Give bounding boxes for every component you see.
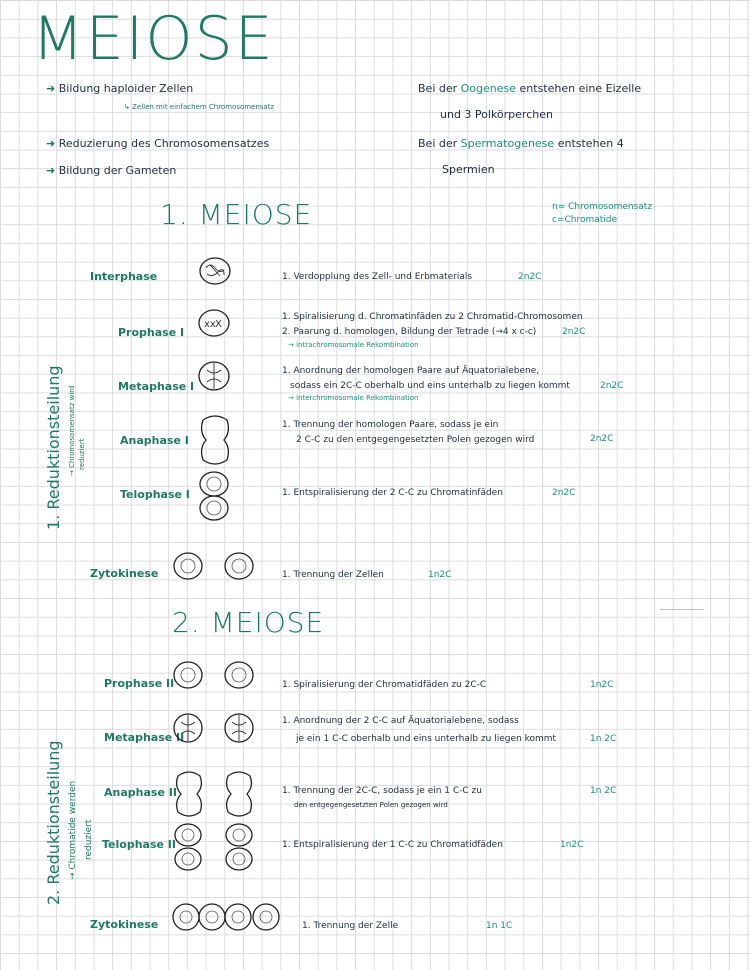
oogenese-line-1 <box>418 82 641 95</box>
metaphase-2-formula: 1n 2C <box>590 734 617 744</box>
phase-label-interphase: Interphase <box>90 270 158 283</box>
cell-anaphase-2-icon-b <box>224 770 254 818</box>
phase-label-telophase-2: Telophase II <box>102 838 176 851</box>
metaphase-1-text2: sodass ein 2C-C oberhalb und eins unterhalb zu liegen kommt <box>290 381 570 391</box>
oogenese-pre: Bei der <box>418 82 461 95</box>
anaphase-2-text2: den entgegengesetzten Polen gezogen wird <box>294 801 448 809</box>
metaphase-2-text: 1. Anordnung der 2 C-C auf Äquatorialebene, sodass <box>282 716 519 726</box>
oogenese-post: entstehen eine Eizelle <box>516 82 642 95</box>
metaphase-1-text: 1. Anordnung der homologen Paare auf Äquatorialebene, <box>282 366 540 376</box>
intro-bullet-3-text: Bildung der Gameten <box>58 164 177 177</box>
arrow-icon: ➜ <box>46 82 59 95</box>
sperm-pre: Bei der <box>418 137 461 150</box>
prophase-2-formula: 1n2C <box>590 680 614 690</box>
interphase-text: 1. Verdopplung des Zell- und Erbmaterials <box>282 272 473 282</box>
zytokinese-2-formula: 1n 1C <box>486 921 513 931</box>
cell-interphase-icon <box>198 256 232 286</box>
intro-bullet-1 <box>46 82 193 95</box>
intro-bullet-3 <box>46 164 176 177</box>
intro-bullet-2 <box>46 137 269 150</box>
metaphase-2-text2: je ein 1 C-C oberhalb und eins unterhalb zu liegen kommt <box>296 734 557 744</box>
prophase-1-formula: 2n2C <box>562 327 586 337</box>
prophase-1-text2: 2. Paarung d. homologen, Bildung der Tetrade (→4 x c-c) <box>282 327 537 337</box>
cell-anaphase-1-icon <box>198 414 232 466</box>
phase-label-zytokinese-1: Zytokinese <box>90 567 159 580</box>
anaphase-1-text2: 2 C-C zu den entgegengesetzten Polen gezogen wird <box>296 435 535 445</box>
meiose1-side-sub2: reduziert <box>78 438 86 470</box>
sperm-line-1 <box>418 137 624 150</box>
zytokinese-1-text: 1. Trennung der Zellen <box>282 570 384 580</box>
phase-label-metaphase-2: Metaphase II <box>104 731 185 744</box>
cell-prophase-1-icon <box>197 308 231 338</box>
phase-label-telophase-1: Telophase I <box>120 488 190 501</box>
cell-metaphase-1-icon <box>197 360 231 392</box>
sperm-post: entstehen 4 <box>554 137 624 150</box>
cell-prophase-2-icon-a <box>172 660 204 690</box>
legend-n: n= Chromosomensatz <box>552 202 653 212</box>
phase-label-prophase-2: Prophase II <box>104 677 175 690</box>
cell-zytokinese-1-icon-a <box>172 551 204 581</box>
meiose2-side-title: 2. Reduktionsteilung <box>44 740 63 905</box>
page-title: MEIOSE <box>32 4 275 74</box>
cell-zytokinese-2-icons <box>172 902 284 932</box>
oogenese-line-2: und 3 Polkörperchen <box>440 108 553 121</box>
anaphase-2-formula: 1n 2C <box>590 786 617 796</box>
cell-telophase-2-icon-b <box>223 822 255 872</box>
intro-bullet-1-text: Bildung haploider Zellen <box>58 82 194 95</box>
telophase-1-formula: 2n2C <box>552 488 576 498</box>
intro-bullet-2-text: Reduzierung des Chromosomensatzes <box>58 137 270 150</box>
anaphase-1-formula: 2n2C <box>590 434 614 444</box>
intro-bullet-1-sub-text: Zellen mit einfachem Chromosomensatz <box>132 103 275 111</box>
cell-prophase-2-icon-b <box>223 660 255 690</box>
legend-c: c=Chromatide <box>552 215 618 225</box>
cell-anaphase-2-icon-a <box>174 770 204 818</box>
phase-label-metaphase-1: Metaphase I <box>118 380 195 393</box>
metaphase-1-formula: 2n2C <box>600 381 624 391</box>
intro-bullet-1-sub: ↳ Zellen mit einfachem Chromosomensatz <box>124 103 275 111</box>
telophase-1-text: 1. Entspiralisierung der 2 C-C zu Chromatinfäden <box>282 488 503 498</box>
decorative-line <box>660 609 704 610</box>
cell-zytokinese-1-icon-b <box>223 551 255 581</box>
cell-metaphase-2-icon-b <box>223 712 255 744</box>
phase-label-anaphase-1: Anaphase I <box>120 434 189 447</box>
meiose2-heading: 2. MEIOSE <box>172 606 325 639</box>
meiose2-side-sub1: → Chromatide werden <box>68 780 78 880</box>
oogenese-word: Oogenese <box>460 82 517 95</box>
telophase-2-text: 1. Entspiralisierung der 1 C-C zu Chromatidfäden <box>282 840 503 850</box>
arrow-icon: ➜ <box>46 164 59 177</box>
prophase-2-text: 1. Spiralisierung der Chromatidfäden zu 2C-C <box>282 680 487 690</box>
cell-telophase-2-icon-a <box>172 822 204 872</box>
phase-label-prophase-1: Prophase I <box>118 326 185 339</box>
cell-telophase-1-icon <box>196 470 232 522</box>
sperm-word: Spermatogenese <box>460 137 555 150</box>
meiose1-side-title: 1. Reduktionsteilung <box>44 365 63 530</box>
phase-label-anaphase-2: Anaphase II <box>104 786 177 799</box>
phase-label-zytokinese-2: Zytokinese <box>90 918 159 931</box>
meiose2-side-sub2: reduziert <box>84 819 94 860</box>
anaphase-2-text: 1. Trennung der 2C-C, sodass je ein 1 C-C zu <box>282 786 482 796</box>
meiose1-side-sub1: → Chromosomensatz wird <box>68 385 76 476</box>
svg-text:xx: xx <box>204 319 216 330</box>
anaphase-1-text: 1. Trennung der homologen Paare, sodass je ein <box>282 420 499 430</box>
svg-text:X: X <box>215 319 222 330</box>
zytokinese-2-text: 1. Trennung der Zelle <box>302 921 399 931</box>
interphase-formula: 2n2C <box>518 272 542 282</box>
zytokinese-1-formula: 1n2C <box>428 570 452 580</box>
metaphase-1-note: → interchromosomale Rekombination <box>288 394 419 402</box>
meiose1-heading: 1. MEIOSE <box>160 198 313 231</box>
telophase-2-formula: 1n2C <box>560 840 584 850</box>
sperm-line-2: Spermien <box>442 163 495 176</box>
arrow-icon: ➜ <box>46 137 59 150</box>
prophase-1-text: 1. Spiralisierung d. Chromatinfäden zu 2 Chromatid-Chromosomen <box>282 312 583 322</box>
cell-metaphase-2-icon-a <box>172 712 204 744</box>
prophase-1-note: → intrachromosomale Rekombination <box>288 341 419 349</box>
